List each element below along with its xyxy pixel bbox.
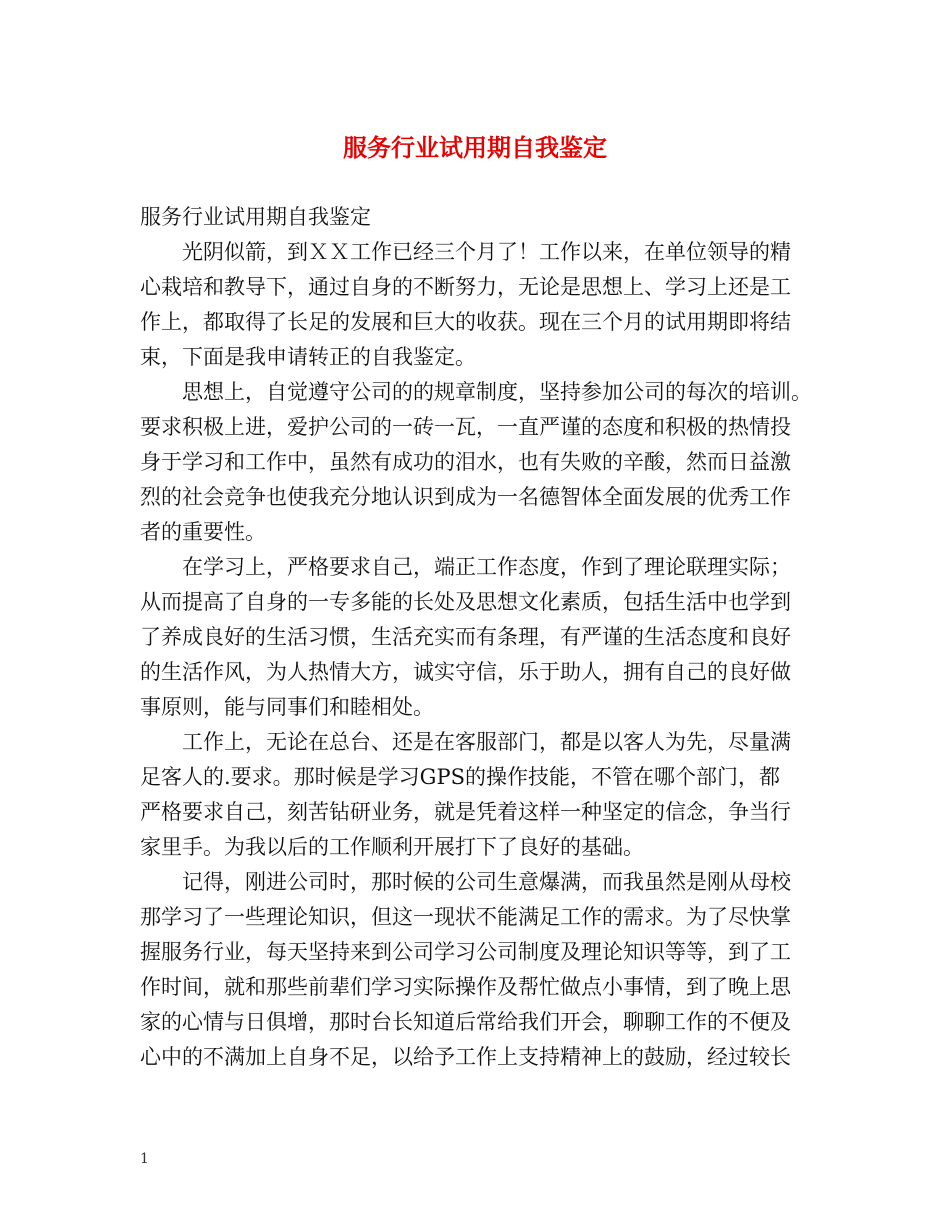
paragraph-line: 心栽培和教导下，通过自身的不断努力，无论是思想上、学习上还是工 — [140, 275, 791, 299]
paragraph-line: 事原则，能与同事们和睦相处。 — [140, 695, 434, 719]
paragraph-line: 的生活作风，为人热情大方，诚实守信，乐于助人，拥有自己的良好做 — [140, 660, 791, 684]
page-number: 1 — [140, 1151, 149, 1167]
paragraph-line: 束，下面是我申请转正的自我鉴定。 — [140, 345, 476, 369]
paragraph-line: 工作上，无论在总台、还是在客服部门，都是以客人为先，尽量满 — [182, 730, 791, 754]
document-subtitle: 服务行业试用期自我鉴定 — [140, 205, 371, 229]
paragraph-line: 严格要求自己，刻苦钻研业务，就是凭着这样一种坚定的信念，争当行 — [140, 800, 791, 824]
paragraph-line: 那学习了一些理论知识，但这一现状不能满足工作的需求。为了尽快掌 — [140, 905, 791, 929]
paragraph-memory — [140, 865, 815, 1075]
document-title: 服务行业试用期自我鉴定 — [343, 134, 607, 162]
paragraph-line: 思想上，自觉遵守公司的的规章制度，坚持参加公司的每次的培训。 — [182, 380, 812, 404]
document-body — [140, 200, 815, 1075]
paragraph-intro — [140, 235, 815, 375]
paragraph-thought — [140, 375, 815, 550]
paragraph-line: 烈的社会竞争也使我充分地认识到成为一名德智体全面发展的优秀工作 — [140, 485, 791, 509]
paragraph-line: 身于学习和工作中，虽然有成功的泪水，也有失败的辛酸，然而日益激 — [140, 450, 791, 474]
paragraph-line: 光阴似箭，到ＸＸ工作已经三个月了！工作以来，在单位领导的精 — [182, 240, 791, 264]
paragraph-line: 者的重要性。 — [140, 520, 266, 544]
paragraph-line: 作时间，就和那些前辈们学习实际操作及帮忙做点小事情，到了晚上思 — [140, 975, 791, 999]
paragraph-line: 记得，刚进公司时，那时候的公司生意爆满，而我虽然是刚从母校 — [182, 870, 791, 894]
paragraph-line: 要求积极上进，爱护公司的一砖一瓦，一直严谨的态度和积极的热情投 — [140, 415, 791, 439]
paragraph-line: 在学习上，严格要求自己，端正工作态度，作到了理论联理实际； — [182, 555, 791, 579]
paragraph-line: 握服务行业，每天坚持来到公司学习公司制度及理论知识等等，到了工 — [140, 940, 791, 964]
paragraph-study — [140, 550, 815, 725]
paragraph-work — [140, 725, 815, 865]
paragraph-line: 了养成良好的生活习惯，生活充实而有条理，有严谨的生活态度和良好 — [140, 625, 791, 649]
paragraph-line: 家的心情与日俱增，那时台长知道后常给我们开会，聊聊工作的不便及 — [140, 1010, 791, 1034]
paragraph-line: 足客人的.要求。那时候是学习GPS的操作技能，不管在哪个部门，都 — [140, 765, 780, 789]
paragraph-line: 作上，都取得了长足的发展和巨大的收获。现在三个月的试用期即将结 — [140, 310, 791, 334]
paragraph-line: 从而提高了自身的一专多能的长处及思想文化素质，包括生活中也学到 — [140, 590, 791, 614]
paragraph-line: 心中的不满加上自身不足，以给予工作上支持精神上的鼓励，经过较长 — [140, 1045, 791, 1069]
paragraph-line: 家里手。为我以后的工作顺利开展打下了良好的基础。 — [140, 835, 644, 859]
